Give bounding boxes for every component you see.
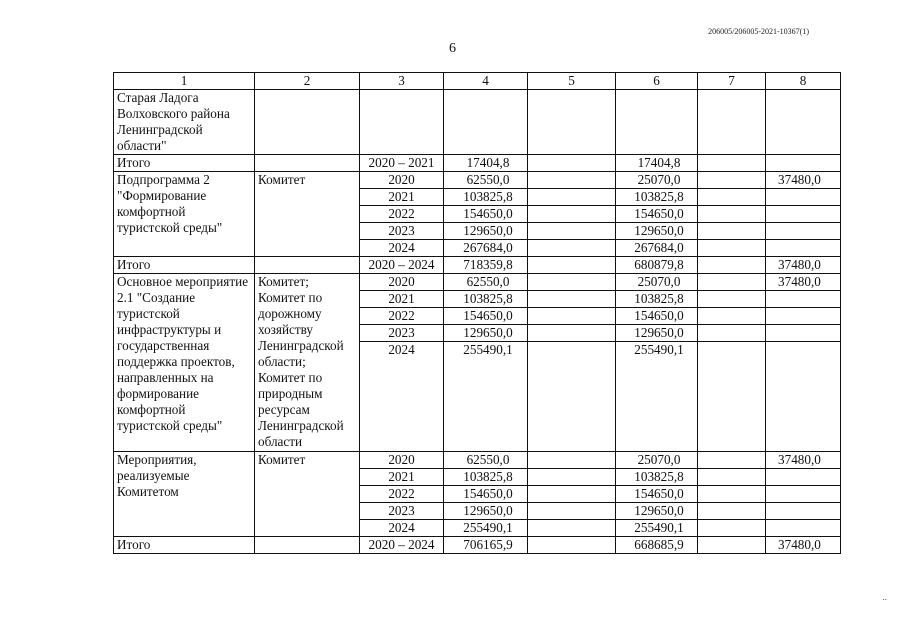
- cell-regional: 255490,1: [616, 342, 698, 452]
- cell-local: [698, 206, 766, 223]
- cell-local: [698, 308, 766, 325]
- cell-local: [698, 274, 766, 291]
- cell-year: 2024: [360, 520, 444, 537]
- cell-year: 2020: [360, 274, 444, 291]
- cell-regional: 668685,9: [616, 537, 698, 554]
- cell-other: [766, 308, 841, 325]
- cell-total: 129650,0: [444, 503, 528, 520]
- cell-other: [766, 206, 841, 223]
- cell-federal: [528, 240, 616, 257]
- row-agency: Комитет: [255, 172, 360, 257]
- cell-federal: [528, 257, 616, 274]
- row-label: Итого: [114, 155, 255, 172]
- column-header: 6: [616, 73, 698, 90]
- cell-regional: 25070,0: [616, 172, 698, 189]
- cell-local: [698, 155, 766, 172]
- cell-total: 129650,0: [444, 223, 528, 240]
- cell-year: 2023: [360, 223, 444, 240]
- cell-year: 2022: [360, 308, 444, 325]
- row-label: Старая Ладога Волховского района Ленинградской области": [114, 90, 255, 155]
- cell-regional: [616, 90, 698, 155]
- row-agency: [255, 537, 360, 554]
- cell-year: 2021: [360, 291, 444, 308]
- cell-other: [766, 486, 841, 503]
- cell-year: 2021: [360, 469, 444, 486]
- row-label: Подпрограмма 2 "Формирование комфортной туристской среды": [114, 172, 255, 257]
- cell-federal: [528, 291, 616, 308]
- cell-other: [766, 342, 841, 452]
- column-header: 3: [360, 73, 444, 90]
- cell-regional: 154650,0: [616, 308, 698, 325]
- cell-federal: [528, 469, 616, 486]
- cell-other: 37480,0: [766, 537, 841, 554]
- cell-federal: [528, 223, 616, 240]
- column-header: 4: [444, 73, 528, 90]
- table-row: [114, 452, 841, 469]
- cell-year: 2020: [360, 452, 444, 469]
- cell-local: [698, 469, 766, 486]
- cell-other: 37480,0: [766, 172, 841, 189]
- cell-local: [698, 90, 766, 155]
- cell-other: [766, 291, 841, 308]
- cell-other: 37480,0: [766, 257, 841, 274]
- cell-regional: 25070,0: [616, 452, 698, 469]
- table-row: [114, 155, 841, 172]
- cell-total: 267684,0: [444, 240, 528, 257]
- column-number-row: [114, 73, 841, 90]
- cell-year: 2022: [360, 486, 444, 503]
- cell-year: 2024: [360, 342, 444, 452]
- cell-regional: 154650,0: [616, 206, 698, 223]
- cell-year: 2022: [360, 206, 444, 223]
- cell-other: 37480,0: [766, 274, 841, 291]
- cell-regional: 103825,8: [616, 469, 698, 486]
- cell-other: [766, 90, 841, 155]
- table-row: [114, 90, 841, 155]
- budget-table: [113, 72, 841, 554]
- cell-other: [766, 520, 841, 537]
- column-header: 1: [114, 73, 255, 90]
- row-label: Итого: [114, 537, 255, 554]
- row-agency: Комитет; Комитет по дорожному хозяйству Ленинградской области; Комитет по природным ресурсам Ленинградской области: [255, 274, 360, 452]
- row-agency: [255, 90, 360, 155]
- cell-year: 2024: [360, 240, 444, 257]
- table-row: [114, 172, 841, 189]
- cell-total: 62550,0: [444, 172, 528, 189]
- cell-regional: 255490,1: [616, 520, 698, 537]
- cell-year: 2020 – 2021: [360, 155, 444, 172]
- cell-total: 103825,8: [444, 189, 528, 206]
- cell-total: 255490,1: [444, 520, 528, 537]
- cell-regional: 680879,8: [616, 257, 698, 274]
- cell-federal: [528, 274, 616, 291]
- cell-federal: [528, 452, 616, 469]
- cell-total: [444, 90, 528, 155]
- table-row: [114, 274, 841, 291]
- cell-other: [766, 503, 841, 520]
- corner-mark: ..: [882, 592, 887, 602]
- cell-other: [766, 223, 841, 240]
- cell-regional: 129650,0: [616, 223, 698, 240]
- cell-federal: [528, 172, 616, 189]
- cell-local: [698, 291, 766, 308]
- cell-local: [698, 503, 766, 520]
- cell-local: [698, 537, 766, 554]
- cell-year: 2023: [360, 503, 444, 520]
- row-agency: [255, 155, 360, 172]
- cell-total: 718359,8: [444, 257, 528, 274]
- column-header: 8: [766, 73, 841, 90]
- cell-year: 2021: [360, 189, 444, 206]
- cell-other: [766, 469, 841, 486]
- cell-local: [698, 240, 766, 257]
- cell-federal: [528, 537, 616, 554]
- cell-local: [698, 223, 766, 240]
- cell-local: [698, 520, 766, 537]
- cell-federal: [528, 325, 616, 342]
- cell-total: 62550,0: [444, 274, 528, 291]
- cell-year: 2023: [360, 325, 444, 342]
- cell-local: [698, 342, 766, 452]
- row-label: Мероприятия, реализуемые Комитетом: [114, 452, 255, 537]
- cell-local: [698, 189, 766, 206]
- cell-other: [766, 189, 841, 206]
- cell-regional: 154650,0: [616, 486, 698, 503]
- cell-federal: [528, 486, 616, 503]
- cell-regional: 103825,8: [616, 189, 698, 206]
- cell-federal: [528, 503, 616, 520]
- cell-total: 154650,0: [444, 206, 528, 223]
- table-body: [114, 90, 841, 554]
- cell-regional: 129650,0: [616, 325, 698, 342]
- cell-total: 129650,0: [444, 325, 528, 342]
- cell-total: 154650,0: [444, 486, 528, 503]
- cell-local: [698, 486, 766, 503]
- cell-regional: 25070,0: [616, 274, 698, 291]
- cell-local: [698, 452, 766, 469]
- row-agency: Комитет: [255, 452, 360, 537]
- cell-total: 103825,8: [444, 469, 528, 486]
- table-row: [114, 537, 841, 554]
- cell-regional: 267684,0: [616, 240, 698, 257]
- column-header: 2: [255, 73, 360, 90]
- cell-federal: [528, 189, 616, 206]
- document-id: 206005/206005-2021-10367(1): [708, 27, 809, 36]
- cell-federal: [528, 206, 616, 223]
- cell-total: 103825,8: [444, 291, 528, 308]
- cell-other: 37480,0: [766, 452, 841, 469]
- column-header: 5: [528, 73, 616, 90]
- cell-year: 2020: [360, 172, 444, 189]
- cell-total: 17404,8: [444, 155, 528, 172]
- cell-regional: 129650,0: [616, 503, 698, 520]
- cell-regional: 103825,8: [616, 291, 698, 308]
- cell-regional: 17404,8: [616, 155, 698, 172]
- cell-federal: [528, 342, 616, 452]
- table-row: [114, 257, 841, 274]
- cell-total: 62550,0: [444, 452, 528, 469]
- cell-year: 2020 – 2024: [360, 257, 444, 274]
- row-label: Итого: [114, 257, 255, 274]
- cell-other: [766, 325, 841, 342]
- cell-federal: [528, 308, 616, 325]
- cell-other: [766, 155, 841, 172]
- cell-local: [698, 325, 766, 342]
- cell-federal: [528, 155, 616, 172]
- row-agency: [255, 257, 360, 274]
- cell-year: 2020 – 2024: [360, 537, 444, 554]
- column-header: 7: [698, 73, 766, 90]
- cell-local: [698, 172, 766, 189]
- cell-federal: [528, 520, 616, 537]
- cell-local: [698, 257, 766, 274]
- page-number: 6: [449, 41, 456, 56]
- cell-total: 154650,0: [444, 308, 528, 325]
- cell-other: [766, 240, 841, 257]
- cell-year: [360, 90, 444, 155]
- cell-federal: [528, 90, 616, 155]
- row-label: Основное мероприятие 2.1 "Создание туристской инфраструктуры и государственная поддержка проектов, направленных на формирование комфортной туристской среды": [114, 274, 255, 452]
- cell-total: 255490,1: [444, 342, 528, 452]
- cell-total: 706165,9: [444, 537, 528, 554]
